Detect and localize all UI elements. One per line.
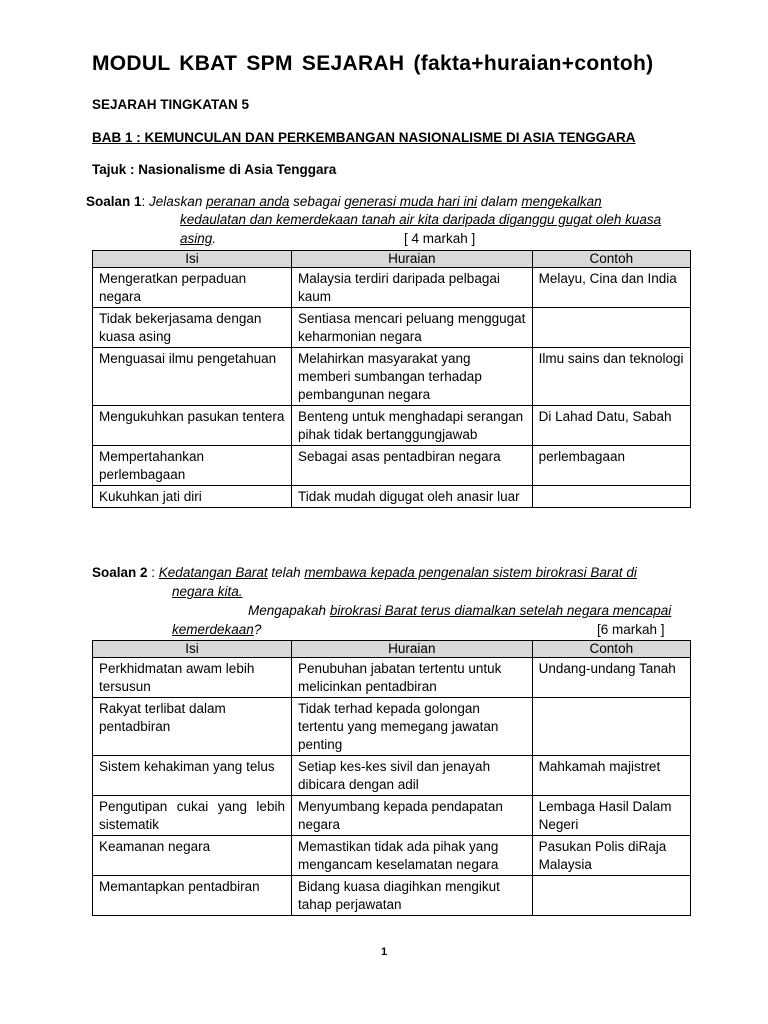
cell-huraian: Setiap kes-kes sivil dan jenayah dibicara dengan adil	[291, 756, 532, 796]
table-row	[93, 796, 691, 836]
cell-huraian: Malaysia terdiri daripada pelbagai kaum	[291, 268, 532, 308]
question-1-line-2: kedaulatan dan kemerdekaan tanah air kita daripada diganggu gugat oleh kuasa	[180, 212, 662, 227]
cell-isi: Sistem kehakiman yang telus	[93, 756, 292, 796]
table-row	[93, 308, 691, 348]
table-row	[93, 836, 691, 876]
cell-huraian: Penubuhan jabatan tertentu untuk melicinkan pentadbiran	[291, 658, 532, 698]
cell-contoh: Di Lahad Datu, Sabah	[532, 406, 690, 446]
cell-huraian: Tidak mudah digugat oleh anasir luar	[291, 486, 532, 508]
cell-contoh: Undang-undang Tanah	[532, 658, 690, 698]
document-title: MODUL KBAT SPM SEJARAH (fakta+huraian+contoh)	[92, 52, 654, 75]
cell-isi: Perkhidmatan awam lebih tersusun	[93, 658, 292, 698]
topic-heading: Tajuk : Nasionalisme di Asia Tenggara	[92, 162, 337, 177]
question-2-table	[92, 640, 691, 916]
table-header-row	[93, 251, 691, 268]
subject-subtitle: SEJARAH TINGKATAN 5	[92, 97, 250, 112]
question-2-line-2: negara kita.	[172, 584, 243, 599]
table-row	[93, 876, 691, 916]
cell-isi: Menguasai ilmu pengetahuan	[93, 348, 292, 406]
cell-isi: Rakyat terlibat dalam pentadbiran	[93, 698, 292, 756]
cell-contoh: Mahkamah majistret	[532, 756, 690, 796]
cell-isi: Mengukuhkan pasukan tentera	[93, 406, 292, 446]
question-1-label: Soalan 1	[86, 194, 142, 209]
question-2-label: Soalan 2	[92, 565, 148, 580]
header-contoh: Contoh	[532, 641, 690, 658]
question-2-line-3: Mengapakah birokrasi Barat terus diamalkan setelah negara mencapai	[248, 603, 672, 618]
question-1-line-1: Soalan 1: Jelaskan peranan anda sebagai generasi muda hari ini dalam mengekalkan	[86, 194, 602, 209]
header-isi: Isi	[93, 251, 292, 268]
question-1-line-3: asing.	[180, 231, 217, 246]
table-row	[93, 658, 691, 698]
cell-contoh	[532, 486, 690, 508]
cell-contoh: Ilmu sains dan teknologi	[532, 348, 690, 406]
cell-huraian: Bidang kuasa diagihkan mengikut tahap perjawatan	[291, 876, 532, 916]
cell-isi: Mengeratkan perpaduan negara	[93, 268, 292, 308]
cell-huraian: Tidak terhad kepada golongan tertentu yang memegang jawatan penting	[291, 698, 532, 756]
cell-contoh	[532, 698, 690, 756]
cell-isi: Tidak bekerjasama dengan kuasa asing	[93, 308, 292, 348]
header-huraian: Huraian	[291, 251, 532, 268]
table-row	[93, 268, 691, 308]
cell-isi: Pengutipan cukai yang lebih sistematik	[93, 796, 292, 836]
table-row	[93, 348, 691, 406]
cell-contoh: perlembagaan	[532, 446, 690, 486]
question-2-line-4: kemerdekaan?	[172, 622, 262, 637]
table-header-row	[93, 641, 691, 658]
cell-contoh: Pasukan Polis diRaja Malaysia	[532, 836, 690, 876]
question-1-marks: [ 4 markah ]	[404, 231, 476, 246]
cell-isi: Keamanan negara	[93, 836, 292, 876]
table-row	[93, 406, 691, 446]
chapter-heading: BAB 1 : KEMUNCULAN DAN PERKEMBANGAN NASIONALISME DI ASIA TENGGARA	[92, 130, 636, 145]
header-huraian: Huraian	[291, 641, 532, 658]
table-row	[93, 756, 691, 796]
table-row	[93, 486, 691, 508]
question-2-line-1: Soalan 2 : Kedatangan Barat telah membawa kepada pengenalan sistem birokrasi Barat di	[92, 565, 637, 580]
table-row	[93, 698, 691, 756]
cell-contoh	[532, 876, 690, 916]
cell-huraian: Memastikan tidak ada pihak yang mengancam keselamatan negara	[291, 836, 532, 876]
header-contoh: Contoh	[532, 251, 690, 268]
cell-huraian: Sebagai asas pentadbiran negara	[291, 446, 532, 486]
cell-contoh: Melayu, Cina dan India	[532, 268, 690, 308]
cell-huraian: Sentiasa mencari peluang menggugat keharmonian negara	[291, 308, 532, 348]
cell-isi: Kukuhkan jati diri	[93, 486, 292, 508]
cell-contoh: Lembaga Hasil Dalam Negeri	[532, 796, 690, 836]
question-2-marks: [6 markah ]	[597, 622, 665, 637]
cell-huraian: Benteng untuk menghadapi serangan pihak tidak bertanggungjawab	[291, 406, 532, 446]
header-isi: Isi	[93, 641, 292, 658]
cell-isi: Mempertahankan perlembagaan	[93, 446, 292, 486]
page-number: 1	[380, 946, 388, 958]
cell-contoh	[532, 308, 690, 348]
table-row	[93, 446, 691, 486]
question-1-table	[92, 250, 691, 508]
cell-huraian: Melahirkan masyarakat yang memberi sumbangan terhadap pembangunan negara	[291, 348, 532, 406]
cell-isi: Memantapkan pentadbiran	[93, 876, 292, 916]
cell-huraian: Menyumbang kepada pendapatan negara	[291, 796, 532, 836]
